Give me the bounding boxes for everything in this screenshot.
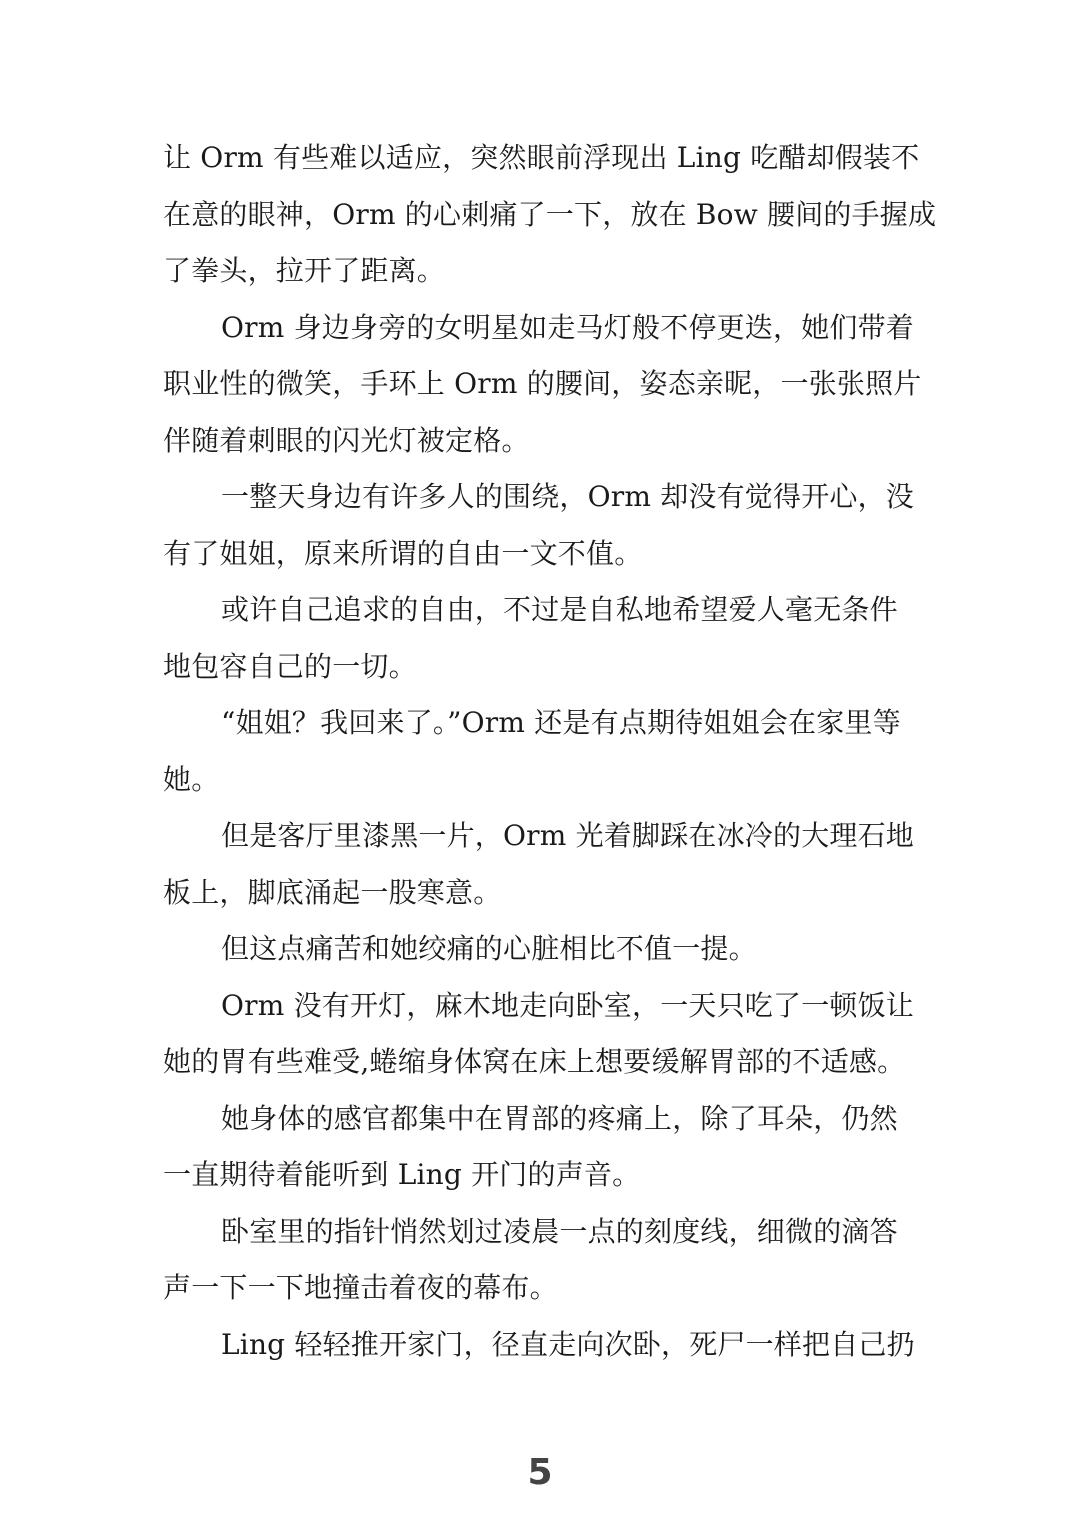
paragraph-start-line: 或许自己追求的自由，不过是自私地希望爱人毫无条件 (221, 593, 898, 626)
paragraph-start-line: 卧室里的指针悄然划过凌晨一点的刻度线，细微的滴答 (221, 1214, 898, 1248)
text-line: 了拳头，拉开了距离。 (163, 254, 446, 287)
text-line: 声一下一下地撞击着夜的幕布。 (163, 1271, 558, 1304)
text-line: 地包容自己的一切。 (163, 649, 417, 683)
body-text (163, 130, 937, 1373)
paragraph-start-line: 但是客厅里漆黑一片，Orm 光着脚踩在冰冷的大理石地 (221, 819, 914, 852)
paragraph-start-line: Orm 没有开灯，麻木地走向卧室，一天只吃了一顿饭让 (221, 988, 914, 1022)
text-line: 有了姐姐，原来所谓的自由一文不值。 (163, 536, 643, 570)
paragraph-start-line: 她身体的感官都集中在胃部的疼痛上，除了耳朵，仍然 (221, 1101, 898, 1135)
paragraph-start-line: Ling 轻轻推开家门，径直走向次卧，死尸一样把自己扔 (221, 1327, 915, 1361)
text-line: 职业性的微笑，手环上 Orm 的腰间，姿态亲昵，一张张照片 (163, 367, 922, 400)
text-line: 伴随着刺眼的闪光灯被定格。 (163, 423, 530, 457)
text-line: 一直期待着能听到 Ling 开门的声音。 (163, 1158, 641, 1191)
paragraph-start-line: 一整天身边有许多人的围绕，Orm 却没有觉得开心，没 (221, 480, 914, 513)
text-line: 她。 (163, 762, 220, 796)
paragraph-start-line: “姐姐？我回来了。”Orm 还是有点期待姐姐会在家里等 (221, 706, 901, 739)
page-number: 5 (527, 1452, 553, 1493)
text-line: 让 Orm 有些难以适应，突然眼前浮现出 Ling 吃醋却假装不 (163, 141, 920, 174)
text-line: 她的胃有些难受,蜷缩身体窝在床上想要缓解胃部的不适感。 (163, 1045, 906, 1078)
text-line: 在意的眼神，Orm 的心刺痛了一下，放在 Bow 腰间的手握成 (163, 197, 937, 231)
paragraph-start-line: 但这点痛苦和她绞痛的心脏相比不值一提。 (221, 932, 757, 965)
text-line: 板上，脚底涌起一股寒意。 (163, 875, 502, 909)
paragraph-start-line: Orm 身边身旁的女明星如走马灯般不停更迭，她们带着 (221, 310, 914, 344)
